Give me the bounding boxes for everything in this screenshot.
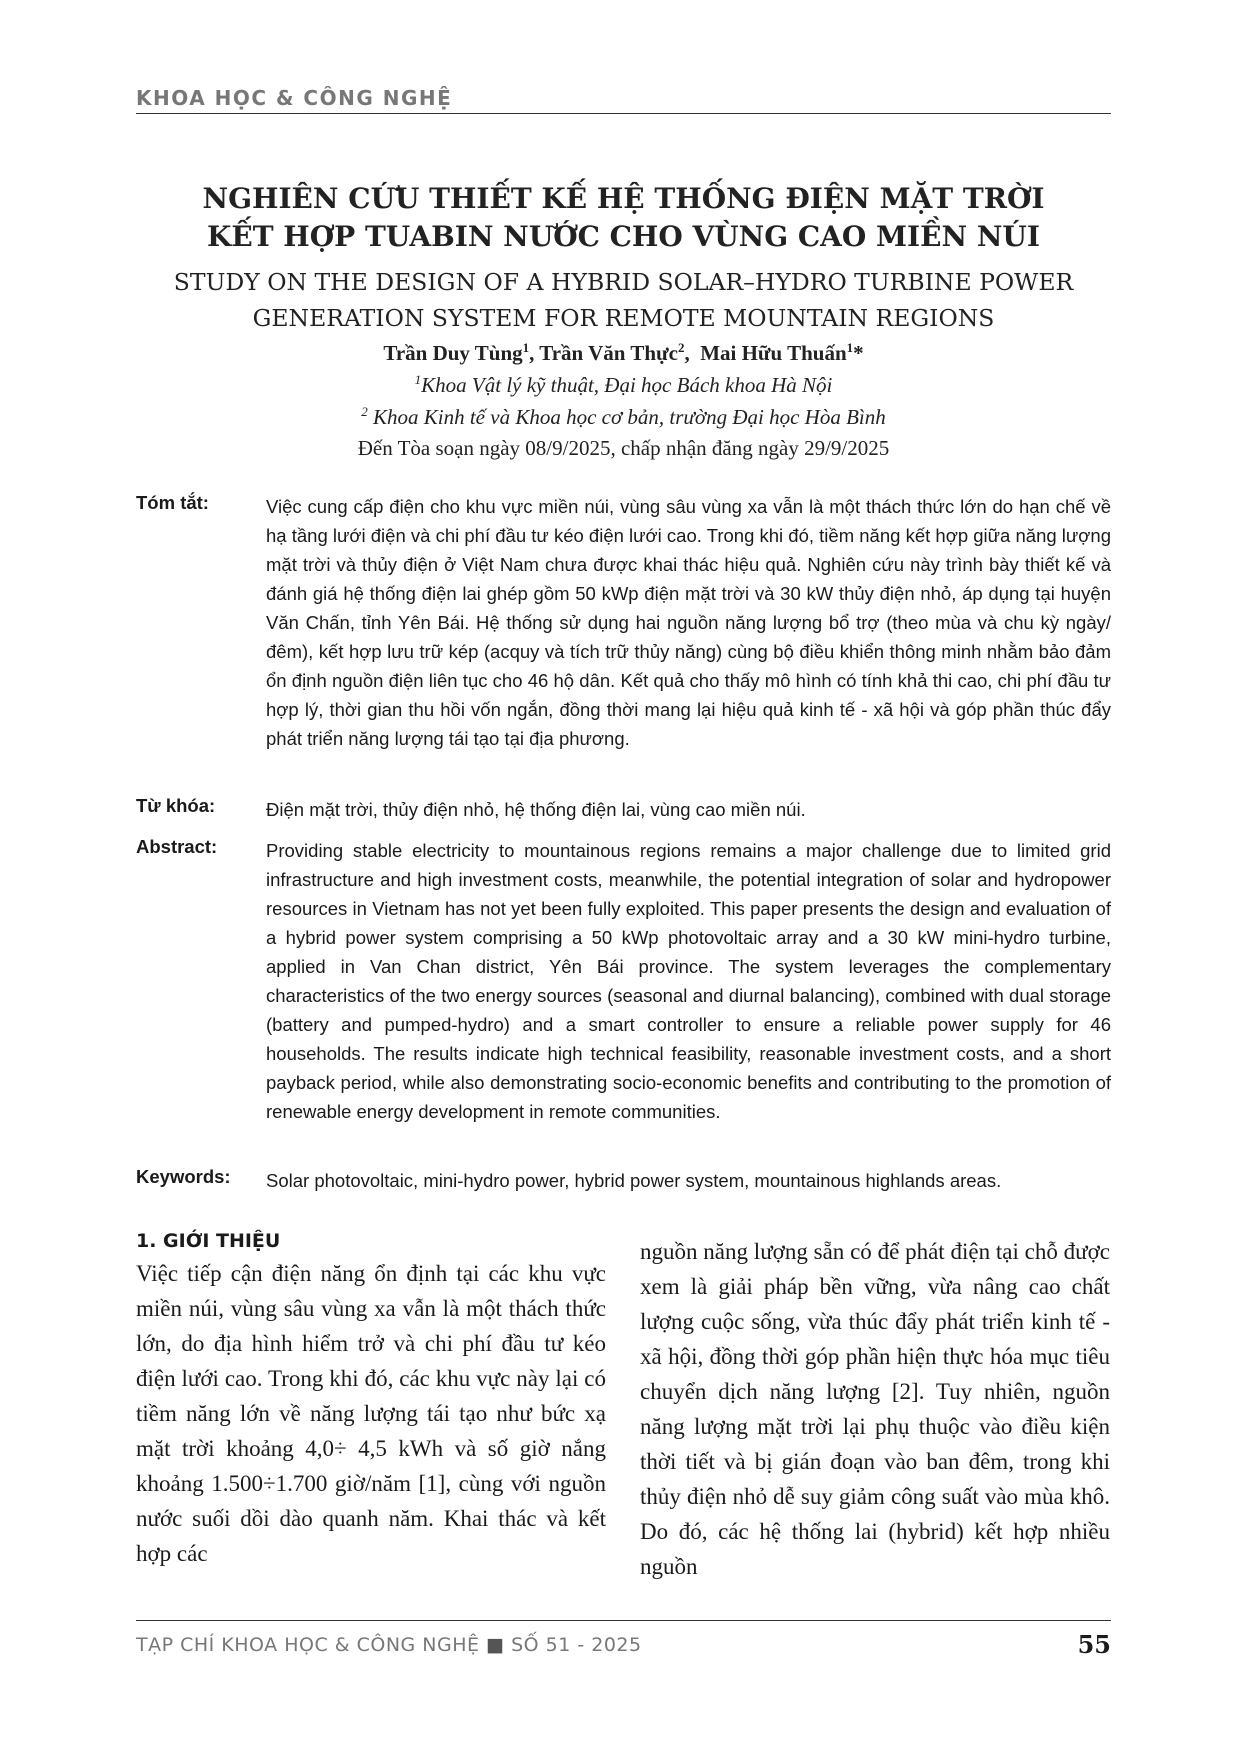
author-list: Trần Duy Tùng$^1$, Trần Văn Thực$^2$, Mai Hữu Thuấn$^1$* [383,340,864,365]
author-2-affil: 2 [677,340,685,355]
header-rule [136,113,1111,114]
abstract-label: Abstract: [136,836,218,857]
title-en-line-1: STUDY ON THE DESIGN OF A HYBRID SOLAR–HYDRO TURBINE POWER [173,268,1074,296]
page-number: 55 [1077,1630,1111,1659]
section-heading: 1. GIỚI THIỆU [136,1230,281,1252]
corresponding-mark: * [853,341,864,365]
footer-journal [136,1634,642,1656]
title-vietnamese [136,180,1111,256]
author-1: Trần Duy Tùng [383,341,523,365]
footer-journal-name: TẠP CHÍ KHOA HỌC & CÔNG NGHỆ [136,1634,480,1656]
affiliation-1-number: 1 [414,372,422,387]
body-column-left: Việc tiếp cận điện năng ổn định tại các khu vực miền núi, vùng sâu vùng xa vẫn là một thách thức lớn, do địa hình hiểm trở và chi phí đầu tư kéo điện lưới cao. Trong khi đó, các khu vực này lại có tiềm năng lớn về năng lượng tái tạo như bức xạ mặt trời khoảng 4,0÷ 4,5 kWh và số giờ nắng khoảng 1.500÷1.700 giờ/năm [1], cùng với nguồn nước suối dồi dào quanh năm. Khai thác và kết hợp các [136,1261,606,1566]
summary-label: Tóm tắt: [136,492,209,513]
abstract-text: Providing stable electricity to mountainous regions remains a major challenge due to limited grid infrastructure and high investment costs, meanwhile, the potential integration of solar and hydropower resources in Vietnam has not yet been fully exploited. This paper presents the design and evaluation of a hybrid power system comprising a 50 kWp photovoltaic array and a 30 kW mini-hydro turbine, applied in Van Chan district, Yên Bái province. The system leverages the complementary characteristics of the two energy sources (seasonal and diurnal balancing), combined with dual storage (battery and pumped-hydro) and a smart controller to ensure a reliable power supply for 46 households. The results indicate high technical feasibility, reasonable investment costs, and a short payback period, while also demonstrating socio-economic benefits and contributing to the promotion of renewable energy development in remote communities. [266,840,1111,1122]
author-3: Mai Hữu Thuấn [700,341,847,365]
running-head: KHOA HỌC & CÔNG NGHỆ [136,86,453,110]
summary-text: Việc cung cấp điện cho khu vực miền núi, vùng sâu vùng xa vẫn là một thách thức lớn do hạn chế về hạ tầng lưới điện và chi phí đầu tư kéo điện lưới cao. Trong khi đó, tiềm năng kết hợp giữa năng lượng mặt trời và thủy điện ở Việt Nam chưa được khai thác hiệu quả. Nghiên cứu này trình bày thiết kế và đánh giá hệ thống điện lai ghép gồm 50 kWp điện mặt trời và 30 kW thủy điện nhỏ, áp dụng tại huyện Văn Chấn, tỉnh Yên Bái. Hệ thống sử dụng hai nguồn năng lượng bổ trợ (theo mùa và chu kỳ ngày/đêm), kết hợp lưu trữ kép (acquy và tích trữ thủy năng) cùng bộ điều khiển thông minh nhằm bảo đảm ổn định nguồn điện liên tục cho 46 hộ dân. Kết quả cho thấy mô hình có tính khả thi cao, chi phí đầu tư hợp lý, thời gian thu hồi vốn ngắn, đồng thời mang lại hiệu quả kinh tế - xã hội và góp phần thúc đẩy phát triển năng lượng tái tạo tại địa phương. [266,496,1111,749]
keywords-en-label: Keywords: [136,1166,231,1187]
affiliation-1 [136,372,1111,398]
title-vi-line-1: NGHIÊN CỨU THIẾT KẾ HỆ THỐNG ĐIỆN MẶT TRỜI [202,182,1045,215]
affiliation-2 [136,404,1111,430]
footer-rule [136,1620,1111,1621]
keywords-vi-text: Điện mặt trời, thủy điện nhỏ, hệ thống điện lai, vùng cao miền núi. [266,799,806,820]
keywords-en-text: Solar photovoltaic, mini-hydro power, hybrid power system, mountainous highlands areas. [266,1170,1002,1191]
submission-dates: Đến Tòa soạn ngày 08/9/2025, chấp nhận đăng ngày 29/9/2025 [357,436,890,460]
title-english [136,264,1111,336]
affiliation-2-number: 2 [361,404,368,419]
title-vi-line-2: KẾT HỢP TUABIN NƯỚC CHO VÙNG CAO MIỀN NÚI [207,220,1040,253]
affiliation-1-text: Khoa Vật lý kỹ thuật, Đại học Bách khoa Hà Nội [421,373,833,397]
footer-separator: ■ [486,1634,505,1656]
author-1-affil: 1 [522,340,530,355]
author-3-affil: 1 [846,340,854,355]
footer-issue: SỐ 51 - 2025 [511,1634,642,1656]
author-2: Trần Văn Thực [539,341,678,365]
title-en-line-2: GENERATION SYSTEM FOR REMOTE MOUNTAIN REGIONS [252,304,995,332]
affiliation-2-text: Khoa Kinh tế và Khoa học cơ bản, trường Đại học Hòa Bình [373,405,886,429]
keywords-vi-label: Từ khóa: [136,795,216,816]
body-column-right: nguồn năng lượng sẵn có để phát điện tại chỗ được xem là giải pháp bền vững, vừa nâng cao chất lượng cuộc sống, vừa thúc đẩy phát triển kinh tế - xã hội, đồng thời góp phần hiện thực hóa mục tiêu chuyển dịch năng lượng [2]. Tuy nhiên, nguồn năng lượng mặt trời lại phụ thuộc vào điều kiện thời tiết và bị gián đoạn vào ban đêm, trong khi thủy điện nhỏ dễ suy giảm công suất vào mùa khô. Do đó, các hệ thống lai (hybrid) kết hợp nhiều nguồn [640,1239,1110,1579]
